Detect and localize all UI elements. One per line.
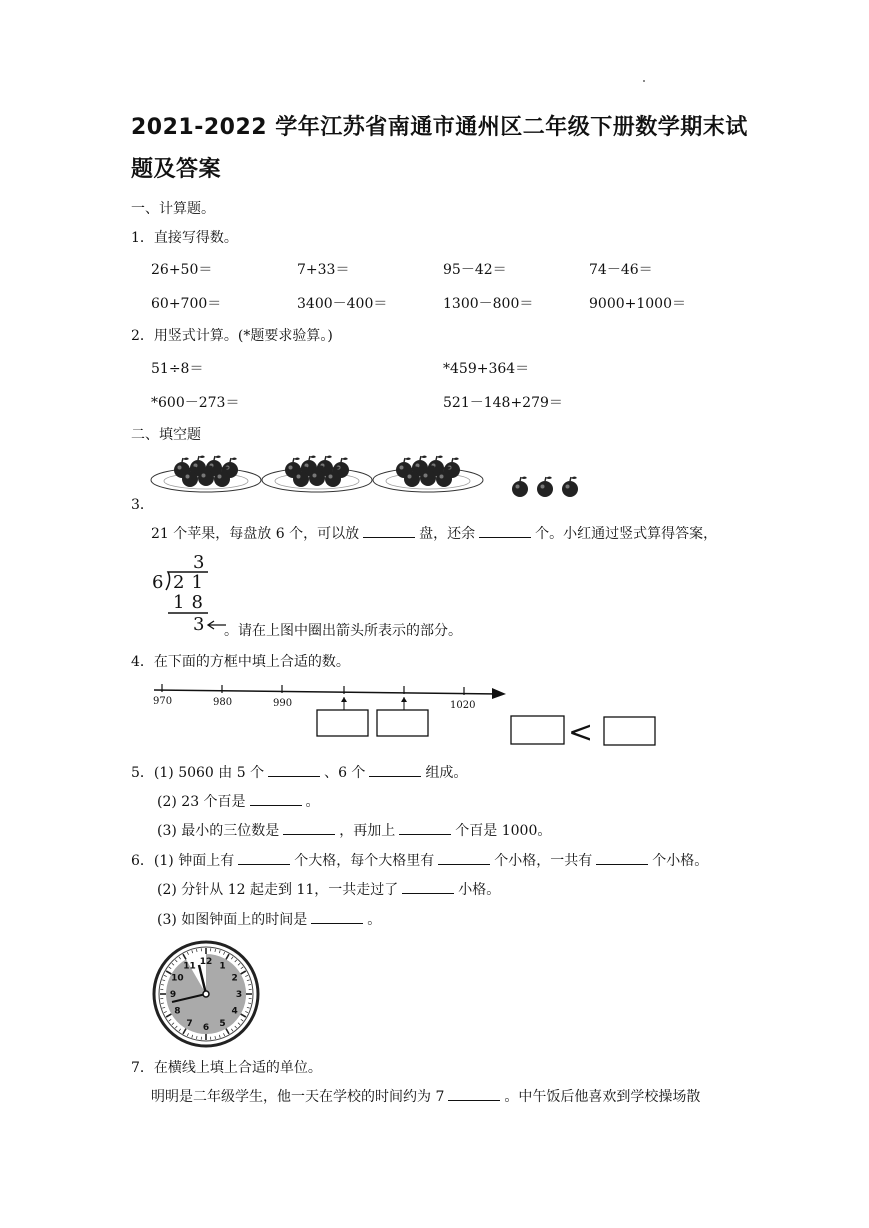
apple-icon bbox=[537, 477, 553, 498]
answer-box[interactable] bbox=[377, 710, 428, 736]
q5-text-part: 。 bbox=[305, 794, 320, 810]
clock-number: 7 bbox=[186, 1018, 193, 1029]
q1-item: 26+50＝ bbox=[151, 262, 213, 278]
q5-text-part: (2) 23 个百是 bbox=[157, 794, 246, 810]
plate-with-apples bbox=[151, 456, 261, 493]
q6-text-part: 小格。 bbox=[458, 882, 501, 898]
q2-item: *459+364＝ bbox=[443, 361, 530, 377]
q1-item: 74－46＝ bbox=[589, 262, 653, 278]
question-3-text bbox=[151, 523, 717, 543]
section-heading-fill-blanks: 二、填空题 bbox=[131, 427, 201, 443]
q1-item: 60+700＝ bbox=[151, 296, 222, 312]
question-1-label: 1．直接写得数。 bbox=[131, 230, 238, 246]
q2-item: *600－273＝ bbox=[151, 395, 240, 411]
q2-item: 51÷8＝ bbox=[151, 361, 204, 377]
corner-mark bbox=[643, 80, 645, 82]
clock-number: 12 bbox=[199, 957, 213, 968]
answer-blank[interactable] bbox=[311, 911, 363, 924]
q1-item: 3400－400＝ bbox=[297, 296, 388, 312]
q1-item: 9000+1000＝ bbox=[589, 296, 686, 312]
answer-blank[interactable] bbox=[369, 764, 421, 777]
q7-text-part: 。中午饭后他喜欢到学校操场散 bbox=[504, 1089, 701, 1105]
plate-with-apples bbox=[373, 456, 483, 493]
question-7-text bbox=[151, 1086, 700, 1106]
clock-number: 4 bbox=[231, 1006, 238, 1017]
question-2-label: 2．用竖式计算。(*题要求验算。) bbox=[131, 328, 333, 344]
q5-text-part: ，再加上 bbox=[339, 823, 396, 839]
answer-blank[interactable] bbox=[363, 525, 415, 538]
clock-number: 11 bbox=[183, 961, 196, 972]
clock-number: 3 bbox=[235, 990, 243, 1001]
question-6-part-3 bbox=[157, 909, 381, 929]
tick-label: 990 bbox=[273, 698, 293, 709]
answer-box[interactable] bbox=[317, 710, 368, 736]
q5-text-part: 5．(1) 5060 由 5 个 bbox=[131, 765, 265, 781]
answer-blank[interactable] bbox=[283, 822, 335, 835]
answer-box[interactable] bbox=[511, 716, 564, 744]
q3-instruction: 。请在上图中圈出箭头所表示的部分。 bbox=[224, 623, 462, 639]
answer-blank[interactable] bbox=[268, 764, 320, 777]
division-product: 18 bbox=[173, 592, 210, 613]
answer-blank[interactable] bbox=[479, 525, 531, 538]
division-dividend: 21 bbox=[173, 572, 210, 593]
answer-blank[interactable] bbox=[402, 881, 454, 894]
clock-number: 10 bbox=[171, 973, 184, 984]
section-heading-calculation: 一、计算题。 bbox=[131, 201, 215, 217]
question-3-number: 3． bbox=[131, 497, 154, 513]
q5-text-part: 组成。 bbox=[425, 765, 468, 781]
apple-plates-illustration bbox=[150, 452, 590, 502]
question-6-part-2 bbox=[157, 879, 500, 899]
q3-text-part: 21 个苹果，每盘放 6 个，可以放 bbox=[151, 526, 360, 542]
q6-text-part: 个小格。 bbox=[652, 853, 709, 869]
q6-text-part: (3) 如图钟面上的时间是 bbox=[157, 912, 308, 928]
clock-number: 5 bbox=[219, 1018, 226, 1029]
clock-number: 2 bbox=[231, 973, 238, 984]
q6-text-part: 个小格，一共有 bbox=[494, 853, 593, 869]
apple-icon bbox=[512, 477, 528, 498]
tick-label: 970 bbox=[153, 696, 173, 707]
division-quotient: 3 bbox=[193, 552, 205, 573]
q5-text-part: (3) 最小的三位数是 bbox=[157, 823, 280, 839]
answer-blank[interactable] bbox=[438, 852, 490, 865]
answer-blank[interactable] bbox=[448, 1088, 500, 1101]
clock-number: 6 bbox=[202, 1023, 210, 1034]
question-5-part-2 bbox=[157, 791, 320, 811]
question-6-part-1 bbox=[131, 850, 708, 870]
q6-text-part: 6．(1) 钟面上有 bbox=[131, 853, 235, 869]
answer-box[interactable] bbox=[604, 717, 655, 745]
q6-text-part: 。 bbox=[367, 912, 382, 928]
question-5-part-3 bbox=[157, 820, 551, 840]
answer-blank[interactable] bbox=[238, 852, 290, 865]
number-line bbox=[148, 680, 668, 750]
division-remainder: 3 bbox=[193, 614, 205, 635]
q1-item: 7+33＝ bbox=[297, 262, 350, 278]
long-division-figure bbox=[150, 550, 230, 635]
question-5-part-1 bbox=[131, 762, 467, 782]
answer-blank[interactable] bbox=[399, 822, 451, 835]
less-than-symbol: < bbox=[568, 715, 594, 750]
clock-number: 9 bbox=[169, 990, 177, 1001]
q6-text-part: (2) 分针从 12 起走到 11，一共走过了 bbox=[157, 882, 399, 898]
question-4-label: 4．在下面的方框中填上合适的数。 bbox=[131, 654, 350, 670]
tick-label: 1020 bbox=[450, 700, 476, 711]
q5-text-part: 个百是 1000。 bbox=[455, 823, 552, 839]
q2-item: 521－148+279＝ bbox=[443, 395, 563, 411]
answer-blank[interactable] bbox=[596, 852, 648, 865]
answer-blank[interactable] bbox=[250, 793, 302, 806]
page-title-line-1: 2021-2022 学年江苏省南通市通州区二年级下册数学期末试 bbox=[131, 115, 748, 140]
question-7-label: 7．在横线上填上合适的单位。 bbox=[131, 1060, 322, 1076]
q3-text-part: 个。小红通过竖式算得答案， bbox=[535, 526, 718, 542]
q7-text-part: 明明是二年级学生，他一天在学校的时间约为 7 bbox=[151, 1089, 445, 1105]
q6-text-part: 个大格，每个大格里有 bbox=[294, 853, 435, 869]
q1-item: 1300－800＝ bbox=[443, 296, 534, 312]
plate-with-apples bbox=[262, 456, 372, 493]
q3-text-part: 盘，还余 bbox=[419, 526, 476, 542]
clock-number: 8 bbox=[174, 1006, 181, 1017]
division-divisor: 6 bbox=[152, 572, 164, 593]
page-title-line-2: 题及答案 bbox=[131, 157, 222, 182]
clock-number: 1 bbox=[219, 961, 226, 972]
q5-text-part: 、6 个 bbox=[324, 765, 366, 781]
tick-label: 980 bbox=[213, 697, 233, 708]
clock-face-illustration bbox=[151, 939, 261, 1049]
q1-item: 95－42＝ bbox=[443, 262, 507, 278]
apple-icon bbox=[562, 477, 578, 498]
